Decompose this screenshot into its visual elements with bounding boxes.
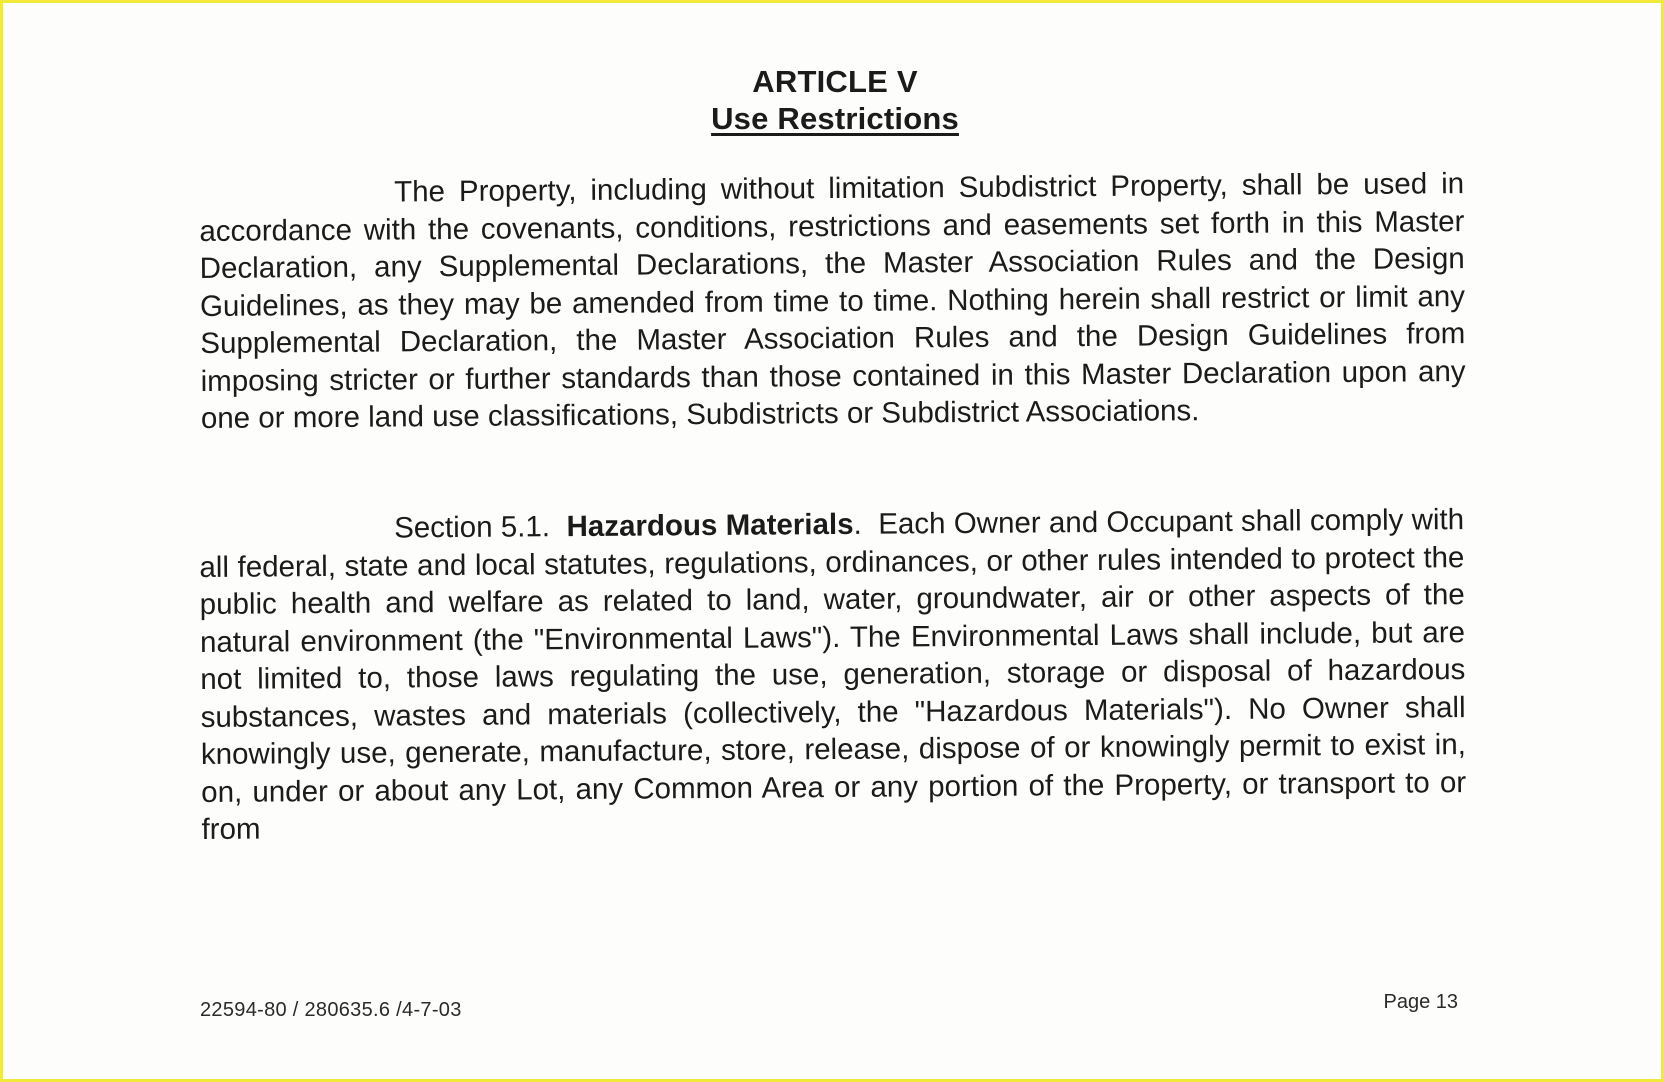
section-body: Each Owner and Occupant shall comply with all federal, state and local statutes, regulations, ordinances, or other rules intended to protect the public health and welfare as related to land, water, groundwater, air or other aspects of the natural environment (the "Environmental Laws"). The Environmental Laws shall include, but are not limited to, those laws regulating the use, generation, storage or disposal of hazardous substances, wastes and materials (collectively, the "Hazardous Materials"). No Owner shall knowingly use, generate, manufacture, store, release, dispose of or knowingly permit to exist in, on, under or about any Lot, any Common Area or any portion of the Property, or transport to or from [199,503,1467,846]
page-number: Page 13 [1383,991,1458,1013]
section-title-period: . [853,507,862,541]
section-number: Section 5.1. [394,510,551,545]
section-title-hazardous-materials: Hazardous Materials [566,507,854,544]
section-heading: Use Restrictions [711,101,959,136]
document-id: 22594-80 / 280635.6 /4-7-03 [200,999,462,1021]
article-title: ARTICLE V [752,64,918,99]
intro-paragraph: The Property, including without limitation Subdistrict Property, shall be used in accordance with the covenants, conditions, restrictions and easements set forth in this Master Declaration, any Supplemental Declarations, the Master Association Rules and the Design Guidelines, as they may be amended from time to time. Nothing herein shall restrict or limit any Supplemental Declaration, the Master Association Rules and the Design Guidelines from imposing stricter or further standards than those contained in this Master Declaration upon any one or more land use classifications, Subdistricts or Subdistrict Associations. [199,167,1466,435]
section-5-1-paragraph [199,501,1467,848]
